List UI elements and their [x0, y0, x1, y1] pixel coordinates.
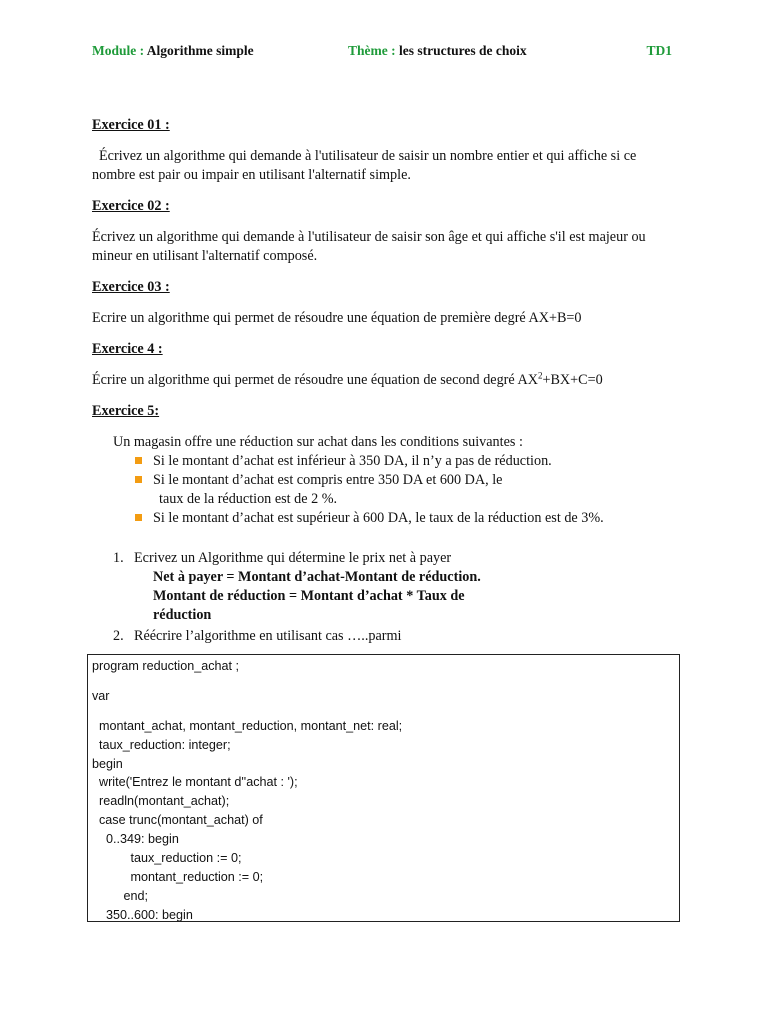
code-line: var: [92, 688, 110, 703]
condition-list: [92, 452, 682, 528]
module-field: [92, 43, 254, 59]
code-line: program reduction_achat ;: [92, 659, 240, 673]
code-line: write('Entrez le montant d''achat : ');: [92, 775, 298, 790]
page-header: [92, 43, 672, 61]
exercise-3-title: Exercice 03 :: [92, 279, 170, 295]
theme-label: Thème :: [348, 43, 396, 58]
code-line: taux_reduction: integer;: [92, 737, 231, 752]
formula-net: Net à payer = Montant d’achat-Montant de réduction.: [153, 569, 481, 585]
exercise-4-text: Écrire un algorithme qui permet de résoudre une équation de second degré $AX^2+BX+C=0$: [92, 370, 603, 388]
exercise-5-intro: Un magasin offre une réduction sur achat dans les conditions suivantes :: [113, 434, 523, 450]
module-value: Algorithme simple: [146, 43, 254, 58]
list-item: Si le montant d’achat est supérieur à 600 DA, le taux de la réduction est de 3%.: [135, 509, 682, 528]
code-line: case trunc(montant_achat) of: [92, 813, 263, 828]
formula-block: [113, 568, 682, 625]
exercise-3-text: Ecrire un algorithme qui permet de résoudre une équation de première degré AX+B=0: [92, 310, 582, 326]
step-list: [92, 549, 682, 646]
code-line: begin: [92, 756, 123, 771]
td-label: TD1: [646, 43, 672, 58]
code-block: [87, 654, 680, 922]
bullet-icon: [135, 476, 142, 483]
theme-field: [348, 43, 527, 59]
step-2: 2. Réécrire l’algorithme en utilisant cas …..parmi: [113, 628, 402, 644]
exercise-2-title: Exercice 02 :: [92, 198, 170, 214]
code-line: end;: [92, 888, 149, 903]
exercise-5-title: Exercice 5:: [92, 403, 160, 419]
exercise-2-text: Écrivez un algorithme qui demande à l'utilisateur de saisir son âge et qui affiche s'il est majeur ou mineur en utilisant l'alternatif composé.: [92, 229, 646, 264]
code-line: montant_reduction := 0;: [92, 869, 264, 884]
list-item: Si le montant d’achat est compris entre 350 DA et 600 DA, le taux de la réduction est de 2 %.: [135, 471, 682, 509]
formula-reduction-cont: réduction: [153, 607, 212, 623]
bullet-icon: [135, 457, 142, 464]
document-body: [92, 116, 682, 646]
formula-reduction: Montant de réduction = Montant d’achat * Taux de: [153, 588, 465, 604]
theme-value: les structures de choix: [399, 43, 527, 58]
list-item: Si le montant d’achat est inférieur à 350 DA, il n’y a pas de réduction.: [135, 452, 682, 471]
module-label: Module :: [92, 43, 145, 58]
exercise-4-title: Exercice 4 :: [92, 341, 163, 357]
step-1: 1. Ecrivez un Algorithme qui détermine le prix net à payer: [113, 550, 452, 566]
code-line: 0..349: begin: [92, 832, 179, 847]
code-line: readln(montant_achat);: [92, 794, 230, 809]
code-line: taux_reduction := 0;: [92, 851, 242, 866]
code-line: 350..600: begin: [92, 907, 193, 922]
exercise-1-title: Exercice 01 :: [92, 117, 170, 133]
exercise-1-text: Écrivez un algorithme qui demande à l'utilisateur de saisir un nombre entier et qui affiche si ce nombre est pair ou impair en utilisant l'alternatif simple.: [92, 148, 637, 183]
code-line: montant_achat, montant_reduction, montant_net: real;: [92, 718, 403, 733]
bullet-icon: [135, 514, 142, 521]
